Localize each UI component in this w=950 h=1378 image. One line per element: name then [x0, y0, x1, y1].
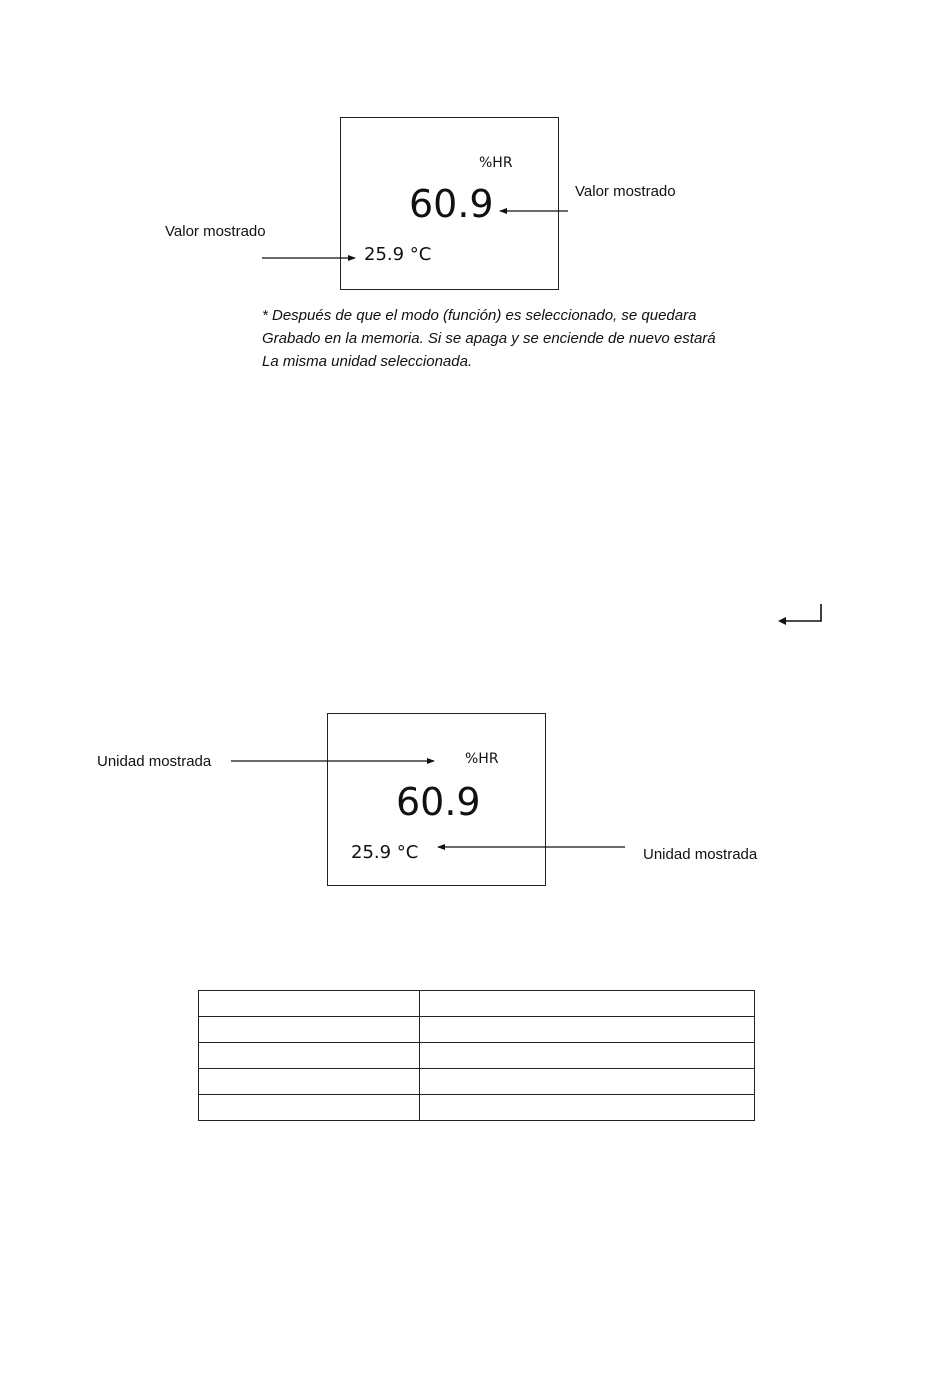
lcd-secondary-value: 25.9 °C: [364, 244, 432, 265]
table-row: [199, 991, 755, 1017]
callout-label-right: Valor mostrado: [575, 183, 676, 200]
empty-table: [198, 990, 755, 1121]
callout-label-left: Valor mostrado: [165, 223, 266, 240]
note-line-1: * Después de que el modo (función) es seleccionado, se quedara: [262, 307, 697, 324]
table-cell: [199, 1069, 420, 1095]
table-cell: [199, 1043, 420, 1069]
table-cell: [420, 1043, 755, 1069]
table-cell: [420, 991, 755, 1017]
lcd-main-value: 60.9: [396, 780, 481, 824]
table-row: [199, 1095, 755, 1121]
callout-label-right: Unidad mostrada: [643, 846, 758, 863]
table-cell: [199, 991, 420, 1017]
lcd-main-value: 60.9: [409, 182, 494, 226]
table-row: [199, 1069, 755, 1095]
table-cell: [420, 1017, 755, 1043]
note-line-3: La misma unidad seleccionada.: [262, 353, 473, 370]
lcd-secondary-value: 25.9 °C: [351, 842, 419, 863]
table-row: [199, 1017, 755, 1043]
lcd-unit-label: %HR: [465, 751, 499, 767]
table-row: [199, 1043, 755, 1069]
table-cell: [199, 1017, 420, 1043]
table-cell: [199, 1095, 420, 1121]
note-line-2: Grabado en la memoria. Si se apaga y se enciende de nuevo estará: [262, 330, 716, 347]
lcd-unit-label: %HR: [479, 155, 513, 171]
callout-label-left: Unidad mostrada: [97, 753, 212, 770]
enter-key-icon: [778, 604, 821, 625]
table-cell: [420, 1095, 755, 1121]
table-cell: [420, 1069, 755, 1095]
